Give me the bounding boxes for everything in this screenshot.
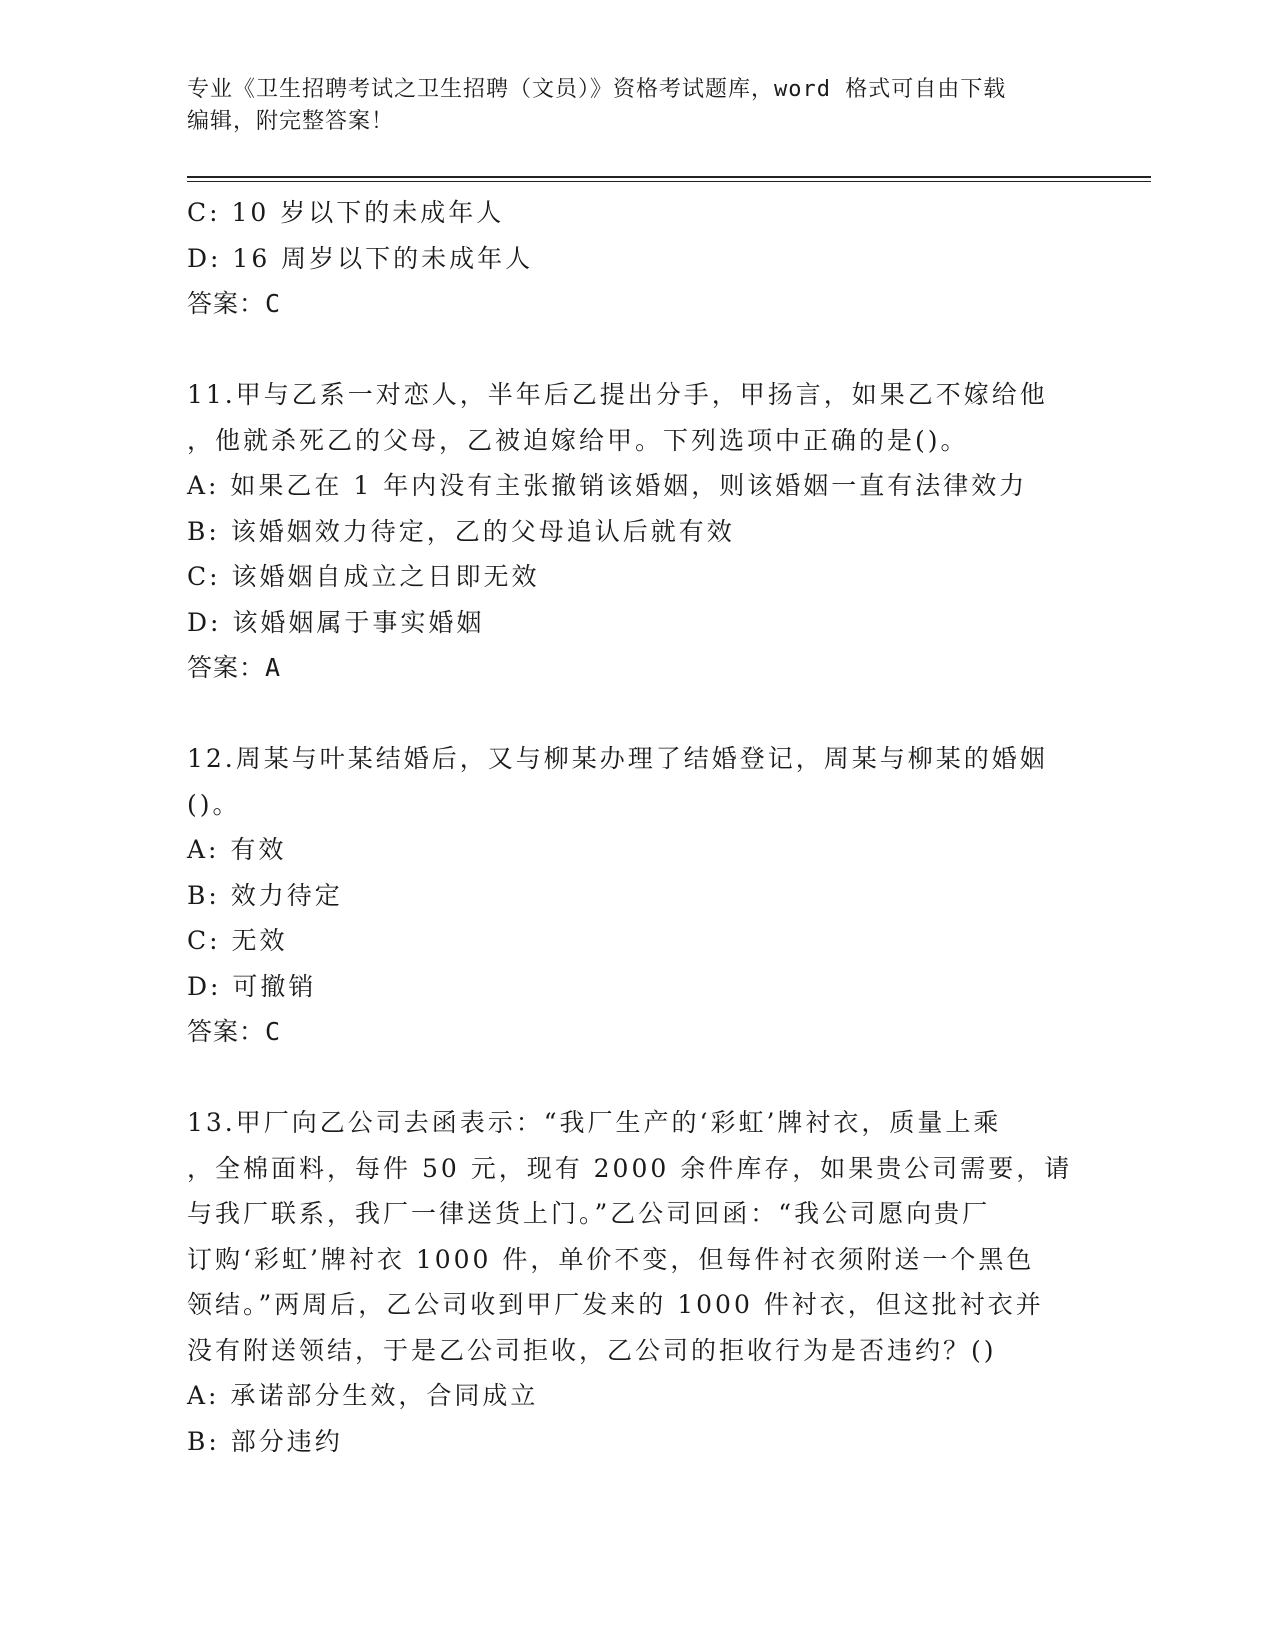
question-stem: ，全棉面料，每件 50 元，现有 2000 余件库存，如果贵公司需要，请 [187,1153,1073,1183]
header-divider-thin [187,181,1151,182]
option-a: A: 如果乙在 1 年内没有主张撤销该婚姻，则该婚姻一直有法律效力 [187,471,1028,500]
header-divider-thick [187,176,1151,178]
question-13 [187,1100,1077,1464]
question-stem: 订购‘彩虹’牌衬衣 1000 件，单价不变，但每件衬衣须附送一个黑色 [187,1244,1035,1274]
option-d: D: 16 周岁以下的未成年人 [187,243,534,273]
option-c: C: 该婚姻自成立之日即无效 [187,562,540,591]
answer: 答案：A [187,653,282,682]
option-b: B: 效力待定 [187,880,343,910]
option-a: A: 有效 [187,835,287,864]
question-list [187,190,1077,1464]
document-header [187,74,1077,138]
option-a: A: 承诺部分生效，合同成立 [187,1381,539,1410]
answer: 答案：C [187,1017,282,1046]
option-b: B: 该婚姻效力待定，乙的父母追认后就有效 [187,516,735,546]
header-line-1: 专业《卫生招聘考试之卫生招聘（文员）》资格考试题库，word 格式可自由下载 [187,77,1007,102]
question-stem: 11.甲与乙系一对恋人，半年后乙提出分手，甲扬言，如果乙不嫁给他 [187,380,1048,409]
question-stem: ，他就杀死乙的父母，乙被迫嫁给甲。下列选项中正确的是()。 [187,425,969,455]
option-d: D: 可撤销 [187,971,317,1001]
option-b: B: 部分违约 [187,1426,343,1456]
question-stem: 与我厂联系，我厂一律送货上门。”乙公司回函：“我公司愿向贵厂 [187,1199,991,1228]
question-stem: 领结。”两周后，乙公司收到甲厂发来的 1000 件衬衣，但这批衬衣并 [187,1290,1044,1319]
question-stem: 13.甲厂向乙公司去函表示：“我厂生产的‘彩虹’牌衬衣，质量上乘 [187,1108,1002,1137]
question-stem: 没有附送领结，于是乙公司拒收，乙公司的拒收行为是否违约？() [187,1335,997,1365]
question-11 [187,372,1077,691]
option-c: C: 10 岁以下的未成年人 [187,198,505,227]
question-stem: ()。 [187,789,241,819]
option-c: C: 无效 [187,926,288,955]
header-line-2: 编辑，附完整答案！ [187,109,395,134]
question-10 [187,190,1077,327]
question-stem: 12.周某与叶某结婚后，又与柳某办理了结婚登记，周某与柳某的婚姻 [187,744,1048,773]
option-d: D: 该婚姻属于事实婚姻 [187,607,485,637]
question-12 [187,736,1077,1055]
answer: 答案：C [187,289,282,318]
